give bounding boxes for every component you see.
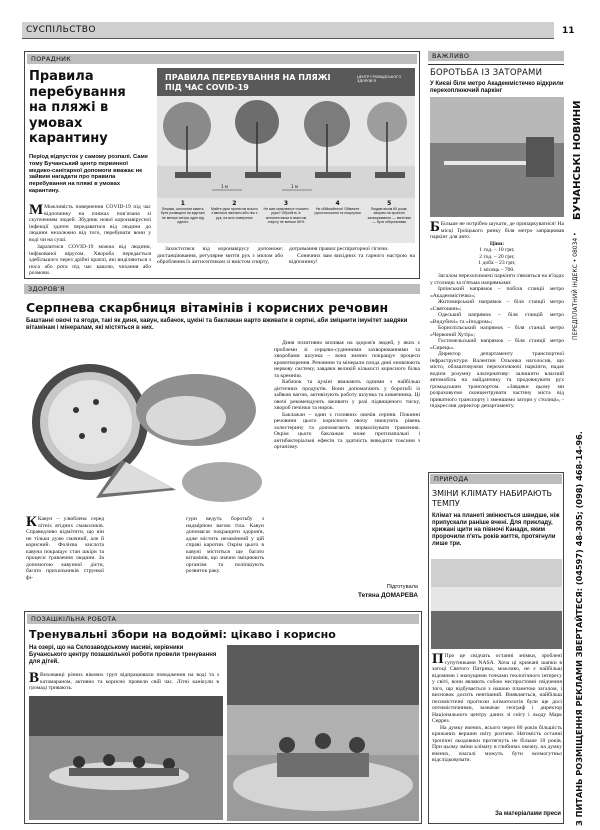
section-title: СУСПІЛЬСТВО xyxy=(26,25,96,35)
health-tag: ЗДОРОВ’Я xyxy=(24,284,420,294)
newspaper-name: БУЧАНСЬКІ НОВИНИ xyxy=(572,100,583,220)
step-text: Людям віком 60 років, хворим на хронічні захворювання — вагітним — бути обережними xyxy=(367,207,411,224)
important-title: БОРОТЬБА ІЗ ЗАТОРАМИ xyxy=(430,68,543,78)
infographic-step xyxy=(312,200,364,243)
glacier-ice xyxy=(431,587,562,611)
distance-label-1: 1 м xyxy=(221,184,228,189)
glacier-photo xyxy=(431,559,562,649)
direction-item: Бориспільський напрямок – біля станції метро «Червоний Хутір»; xyxy=(430,325,564,338)
infographic-title-1: ПРАВИЛА ПЕРЕБУВАННЯ НА ПЛЯЖІ xyxy=(165,73,331,82)
step-number: 2 xyxy=(232,200,237,207)
price-row: 2 год. – 20 грн; xyxy=(479,253,515,260)
dropcap: П xyxy=(432,651,444,667)
health-zucchini-para: Кабачок та цукіні вважають одними з найбільш дієтичних продуктів. Вони допомагають у боротьбі із зайвою вагою, активізують роботу шлунка та кишечника. Ці овочі рекомендують вживати у разі підвищеного тиску, хвороб печінки та нирок. xyxy=(274,379,420,411)
beach-article xyxy=(24,51,420,279)
nature-lead: Клімат на планеті змінюється швидше, ніж припускали раніше вчені. Для прикладу, крижані щити на півночі Канади, яким пророчили п'ять років життя, протягнули лише три. xyxy=(432,513,560,547)
infographic-step xyxy=(260,200,312,243)
kids-catamaran-photo xyxy=(227,645,419,821)
health-eggplant-para: Баклажан – один з головних овочів серпня. Покинні речовини цього корисного овочу знижують рівень холестерину та допомагають нормалізувати травлення. Окрім цього баклажан може протизапальні і антибактеріальні ефекти та здатність виводити токсини з організму. xyxy=(274,411,420,450)
infographic-logo: ЦЕНТР ГРОМАДСЬКОГО ЗДОРОВ'Я xyxy=(357,75,402,84)
dropcap: К xyxy=(26,514,37,530)
step-text: Не має можливості помити руки? Обробіть їх антисептиком зі вмістом спирту не менше 60% xyxy=(263,207,309,224)
beach-umbrellas-illustration xyxy=(157,96,415,198)
beach-infographic xyxy=(157,68,415,243)
vertical-sidebar xyxy=(568,40,598,826)
step-number: 3 xyxy=(283,200,289,207)
health-text-col2: гури ведуть боротьбу з надмірною вагою тіла. Кавун допомагає покращити здоров'я, адже містить незамінний у цій справі каротин. Окрім цього в кавуні міститься ще багато вітамінів, що значно зміцнюють організм та поліпшують розвиток раку. xyxy=(186,516,264,574)
beach-text-col3b: Сонячних вам вихідних та гарного настрою на відпочинку! xyxy=(289,252,415,265)
direction-item: Житомирський напрямок – біля станції метро «Святошин»; xyxy=(430,299,564,312)
step-text: Не обіймайтеся! Обмежте рукостискання та поцілунки xyxy=(314,207,361,216)
ads-contact-line: З ПИТАНЬ РОЗМІЩЕННЯ РЕКЛАМИ ЗВЕРТАЙТЕСЯ: (04597) 48-305; (098) 468-14-96. xyxy=(574,431,584,826)
melons-photo xyxy=(26,340,264,510)
price-row: 1 год. – 10 грн; xyxy=(479,247,515,253)
beach-text-col3 xyxy=(289,246,415,266)
health-text-col1: К Кавун – улюблена серед літніх ягідних смаколиків. Справедливо відмітити, що він не тільки дуже смачний, але й корисний. Фолієва кислота кавуна покращує стан шкіри та процеси травлення людини. За допомогою кавунної дієти, багато прихильників стрункої фі- xyxy=(26,514,104,581)
step-number: 4 xyxy=(335,200,340,207)
beach-title: Правила перебування на пляжі в умовах карантину xyxy=(29,69,126,146)
dropcap: Б xyxy=(430,219,440,235)
dropcap: М xyxy=(29,202,44,218)
signature-note: Підготувала xyxy=(386,584,418,590)
beach-text-col1: М Можливість повернення COVID-19 під час відпочинку на пляжах пов’язана зі скупченням людей. Збудник нової коронавірусної інфекції здатен передаватися від людини до людини незалежно від того, перебувати вони у воді чи на суші. Заразитися COVID-19 можна від людини, інфікованої вірусом. Хвороба передається здебільшого через дрібні краплі, які виділяються з носа або рота під час кашлю, чихання або розмови. xyxy=(29,202,151,276)
price-row: 1 доба – 23 грн; xyxy=(478,260,516,266)
direction-item: Гостомельський напрямок – біля станції метро «Сирець». xyxy=(430,338,564,351)
nature-text: П Про це свідчать останні знімки, зроблені супутниками NASA. Хоча ці крижані шапки в затоці Святого Патрика, можливо, не є найбільш відомими і значущими точками геологічного інтересу у світі, вони являють собою неспростовні свідчення того, що відбувається з нашою планетою загалом, і висновок досить невтішний. Виявляється, найбільш песимістичні прогнози кліматологів були ще досі оптимістичними, зазначає географ і директор Національного центру даних зі снігу і льоду Марк Серрез. На думку вчених, всього через 80 років більшість крижаних вершин світу розтане. Натомість останні тропічні льодовики протягнуть не більше 10 років. При цьому зміни клімату в глибинах океану, на думку вчених, взагалі можуть бути всемогутньо відслідковувати. xyxy=(432,651,562,763)
nature-article xyxy=(428,472,564,824)
infographic-step xyxy=(363,200,415,243)
trip-tag: ПОЗАШКІЛЬНА РОБОТА xyxy=(27,614,419,624)
direction-item: Одеський напрямок – біля станцій метро «Видубичі» та «Іподром»; xyxy=(430,312,564,325)
step-text: Лежаки, шезлонги мають бути розміщені на відстані не менше метра один від одного xyxy=(160,207,205,224)
dropcap: В xyxy=(29,670,40,686)
beach-lead: Період відпусток у самому розпалі. Саме тому Бучанський центр первинної медико-санітарної допомоги вважає не зайвим нагадати про правила перебування на пляжі в умовах карантину. xyxy=(29,154,148,194)
trip-lead: На озері, що на Склозаводському масиві, керівники Бучанського центру позашкільної роботи провели тренування для дітей. xyxy=(29,645,217,665)
important-text: Б Більше не потрібно шукати, де припаркуватися! На місці Троїцького ринку біля метро запрацював паркінг для авто. Ціни: 1 год. – 10 грн; 2 год. – 20 грн; 1 доба – 23 грн; 1 місяць – 700. Загалом перехоплюючі паркінги з'являться на в'їздах у столицю за п'ятьма напрямками: Ірпінський напрямок – побіля станції метро «Академмістечко»; Житомирський напрямок – біля станції метро «Святошин»; Одеський напрямок – біля станцій метро «Видубичі» та «Іподром»; Бориспільський напрямок – біля станції метро «Червоний Хутір»; Гостомельський напрямок – біля станції метро «Сирець». Директор департаменту транспортної інфраструктури Валентин Ольонка наголосив, що місто, облаштовуючи перехоплюючі паркінги, надає водієм розумну альтернативу: залишити власний автомобіль на майданчику та продовжувати рух громадським транспортом. «Завдяки цьому ми розраховуємо сконцентрувати частину міста від приватного транспорту і зменшимо затори у столиці», - підкреслив директор департаменту. xyxy=(430,219,564,409)
important-tag: ВАЖЛИВО xyxy=(428,51,564,61)
distance-label-2: 1 м xyxy=(291,184,298,189)
health-text-col3 xyxy=(274,340,420,451)
health-melon-para: Диня позитивно впливає на здоров'я людей, у яких є проблеми зі серцево-судинними захворюваннями та хворобами шлунка – вона значно покращує процеси кровотворення. Речовини та мінерали плода дині оновлюють нервову систему, завдяки великій кількості корисного білка та кремнію. xyxy=(274,340,420,379)
prices-title: Ціни: xyxy=(489,240,505,247)
health-title: Серпнева скарбниця вітамінів і корисних речовин xyxy=(26,300,389,315)
glacier-water xyxy=(431,611,562,649)
important-article xyxy=(428,51,564,469)
trip-title: Тренувальні збори на водоймі: цікаво і корисно xyxy=(29,628,336,641)
step-number: 5 xyxy=(387,200,392,207)
parking-booth xyxy=(526,137,554,177)
important-p3: Директор департаменту транспортної інфраструктури Валентин Ольонка наголосив, що місто, облаштовуючи перехоплюючі паркінги, надає водієм розумну альтернативу: залишити власний автомобіль на майданчику та продовжувати рух громадським транспортом. «Завдяки цьому ми розраховуємо сконцентрувати частину міста від приватного транспорту і зменшимо затори у столиці», - підкреслив директор департаменту. xyxy=(430,351,564,409)
infographic-step xyxy=(209,200,261,243)
nature-source: За матеріалами преси xyxy=(495,811,561,817)
subscription-index: ПЕРЕДПЛАТНИЙ ІНДЕКС • 08034 • xyxy=(572,232,579,340)
section-header-bar xyxy=(22,22,554,39)
kids-kayak-photo xyxy=(29,696,223,820)
step-text: Майте руки протягом всього з'явитися змочити або ніж з рук, на всіх поверхнях xyxy=(210,207,258,220)
nature-p2: На думку вчених, всього через 80 років більшість крижаних вершин світу розтане. Натомість останні тропічні льодовики протягнуть не більше 10 років. При цьому зміни клімату в глибинах океану, на думку вчених, взагалі можуть бути всемогутньо відслідковувати. xyxy=(432,724,562,763)
prices-block xyxy=(430,241,564,274)
health-article xyxy=(24,284,422,606)
important-p2: Загалом перехоплюючі паркінги з'являться на в'їздах у столицю за п'ятьма напрямками: xyxy=(430,273,564,286)
direction-item: Ірпінський напрямок – побіля станції метро «Академмістечко»; xyxy=(430,286,564,299)
infographic-steps xyxy=(157,200,415,243)
infographic-step xyxy=(157,200,209,243)
important-title-rule xyxy=(428,64,564,65)
trip-text: В Вихованці різних вікових груп відпрацювали поводження на воді та з катамараном, активно та корисно провели свій час. Літні канікули в громаді тривають. xyxy=(29,670,219,691)
beach-text-col2: Захиститися від коронавірусу допоможе: дистанціювання, регулярне миття рук з милом або оброблення їх антисептиком зі вмістом спирту, xyxy=(157,246,283,265)
beach-tag: ПОРАДНИК xyxy=(27,54,417,64)
trip-article xyxy=(24,611,422,824)
important-lead: У Києві біля метро Академмістечко відкрили перехоплюючий паркінг xyxy=(430,81,564,94)
beach-text-col1b: Заразитися COVID-19 можна від людини, інфікованої вірусом. Хвороба передається здебільшого через дрібні краплі, які виділяються з носа або рота під час кашлю, чихання або розмови. xyxy=(29,244,151,276)
health-lead: Баштанні овочі та ягоди, такі як диня, кавун, кабачок, цукіні та баклажан варто вживати в серпні, аби зміцнити імунітет завдяки вітамінам і мінералам, які містяться в них. xyxy=(26,318,408,331)
step-number: 1 xyxy=(180,200,185,207)
price-row: 1 місяць – 700. xyxy=(479,266,515,273)
page-number: 11 xyxy=(562,26,575,36)
nature-title: ЗМІНИ КЛІМАТУ НАБИРАЮТЬ ТЕМПУ xyxy=(432,489,552,508)
parking-photo xyxy=(430,97,564,217)
nature-tag: ПРИРОДА xyxy=(430,474,562,484)
author-signature: Тетяна ДОМАРЕВА xyxy=(357,592,418,599)
beach-text-col3a: дотримання правил респіраторної гігієни. xyxy=(289,246,389,252)
infographic-title-2: ПІД ЧАС COVID-19 xyxy=(165,83,249,92)
